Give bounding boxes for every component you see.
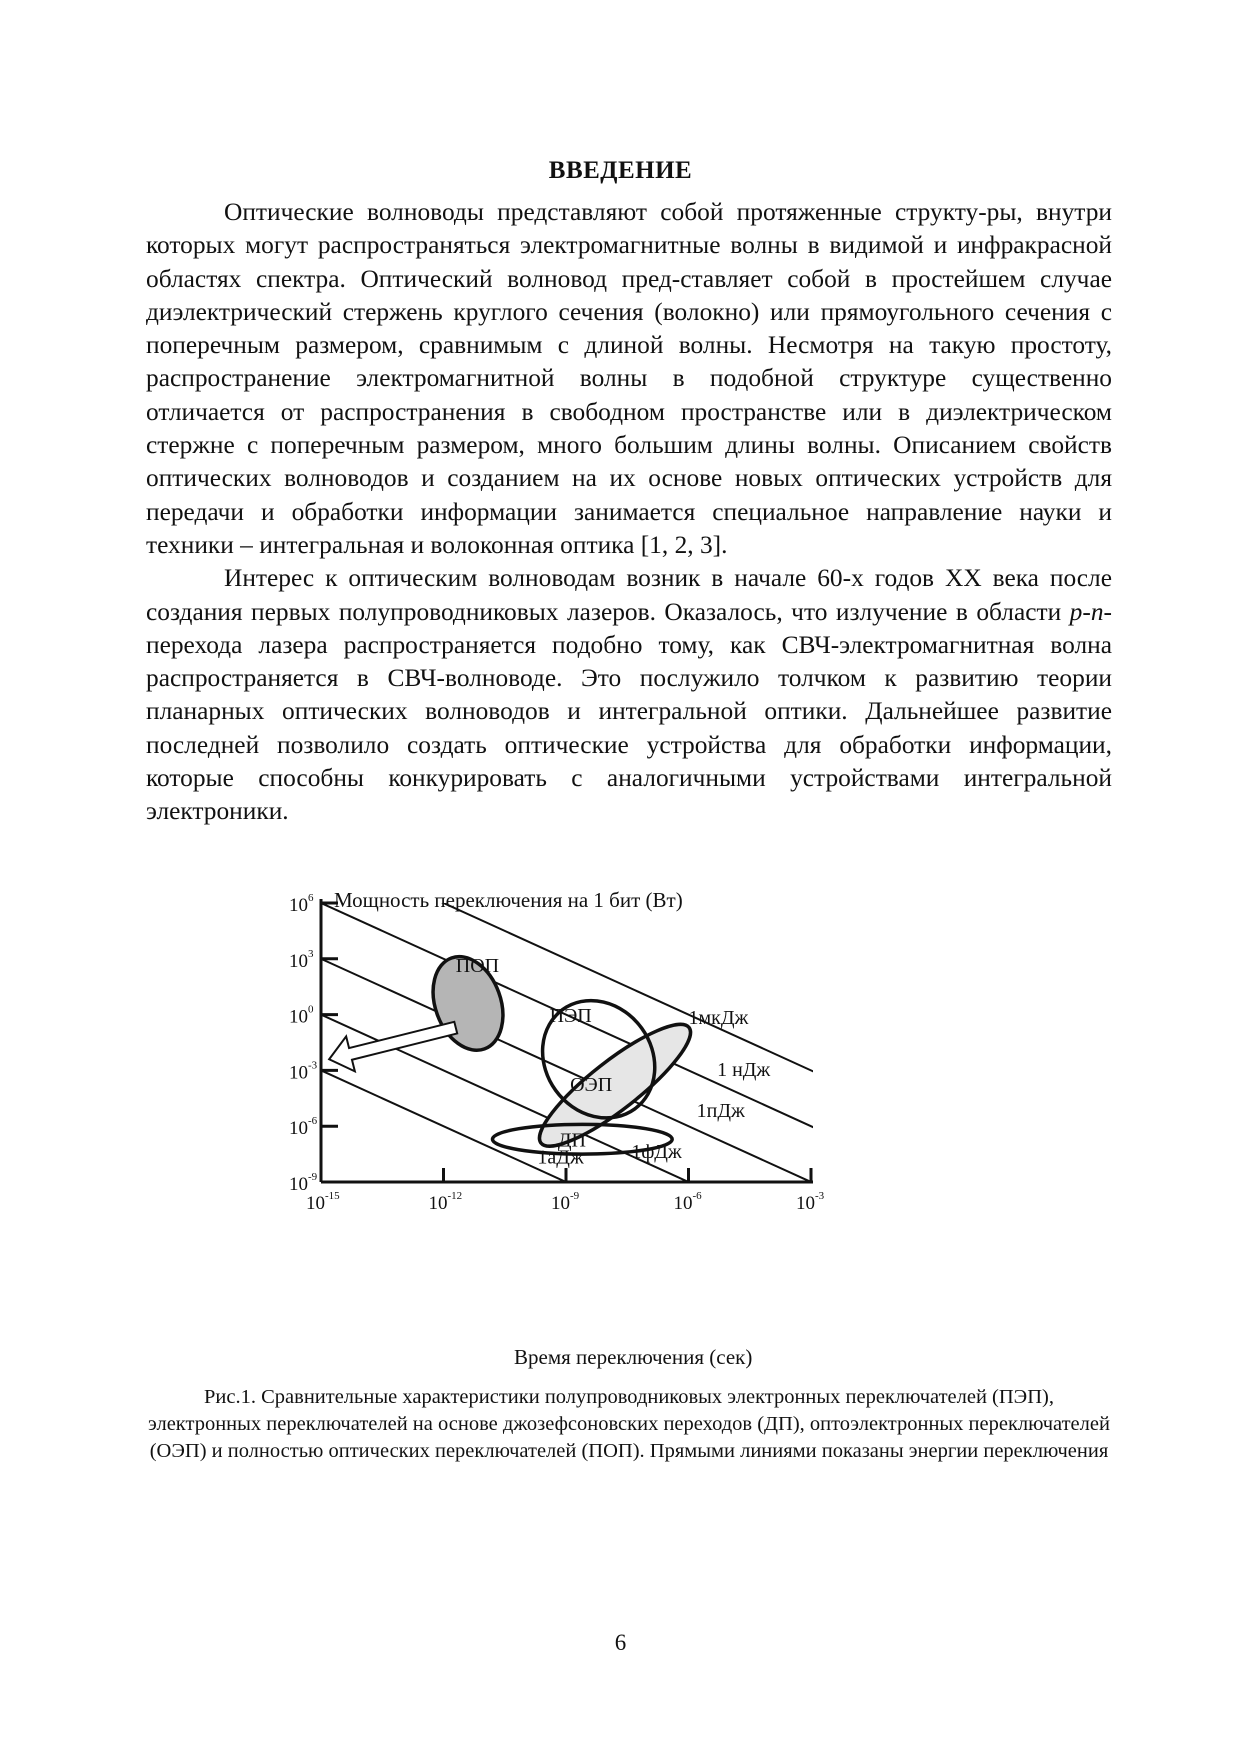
page-number: 6 bbox=[614, 1630, 627, 1655]
y-tick-label-4: $10^{-6}$ bbox=[289, 1115, 318, 1140]
figure-1 bbox=[289, 872, 950, 1384]
energy-line-label-3: 1 нДж bbox=[717, 1058, 771, 1081]
figure-caption: Рис.1. Сравнительные характеристики полупроводниковых электронных переключателей (ПЭП), электронных переключателей на основе джозефсоновских переходов (ДП), оптоэлектронных переключателей (ОЭП) и полностью оптических переключателей (ПОП). Прямыми линиями показаны энергии переключения bbox=[148, 1386, 1110, 1462]
paragraph-2-part-1: Интерес к оптическим волноводам возник в начале 60-х годов XX века после создания первых полупроводниковых лазеров. Оказалось, что излучение в области bbox=[146, 564, 1112, 626]
energy-line-label-0: 1аДж bbox=[537, 1146, 584, 1169]
paragraph-2-part-2: -перехода лазера распространяется подобно тому, как СВЧ-электромагнитная волна распространяется в СВЧ-волноводе. Это послужило толчком к развитию теории планарных оптических волноводов и интегральной оптики. Дальнейшее развитие последней позволило создать оптические устройства для обработки информации, которые способны конкурировать с аналогичными устройствами интегральной электроники. bbox=[146, 597, 1112, 826]
x-tick-label-2: $10^{-9}$ bbox=[551, 1190, 580, 1214]
x-tick-label-4: $10^{-3}$ bbox=[796, 1190, 825, 1214]
x-axis-label: Время переключения (сек) bbox=[514, 1345, 753, 1369]
paragraph-2 bbox=[146, 562, 1112, 828]
x-tick-label-0: $10^{-15}$ bbox=[306, 1190, 340, 1214]
energy-line-label-1: 1фДж bbox=[631, 1140, 682, 1163]
paragraph-1: Оптические волноводы представляют собой протяженные структу-ры, внутри которых могут распространяться электромагнитные волны в видимой и инфракрасной областях спектра. Оптический волновод пред-ставляет собой в простейшем случае диэлектрический стержень круглого сечения (волокно) или прямоугольного сечения с поперечным размером, сравнимым с длиной волны. Несмотря на такую простоту, распространение электромагнитной волны в подобной структуре существенно отличается от распространения в свободном пространстве или в диэлектрическом стержне с поперечным размером, много большим длины волны. Описанием свойств оптических волноводов и созданием на их основе новых оптических устройств для передачи и обработки информации занимается специальное направление науки и техники – интегральная и волоконная оптика [1, 2, 3]. bbox=[146, 198, 1112, 559]
switching-chart bbox=[289, 872, 950, 1384]
region-label-3: ДП bbox=[557, 1129, 586, 1152]
region-label-1: ПЭП bbox=[549, 1005, 592, 1028]
energy-line-label-4: 1мкДж bbox=[688, 1006, 749, 1029]
energy-line-label-2: 1пДж bbox=[696, 1099, 745, 1122]
section-heading: ВВЕДЕНИЕ bbox=[548, 157, 693, 184]
region-label-0: ПОП bbox=[455, 954, 500, 977]
y-axis-label: Мощность переключения на 1 бит (Вт) bbox=[334, 888, 683, 912]
body-text bbox=[146, 196, 1112, 829]
y-tick-label-3: $10^{-3}$ bbox=[289, 1059, 318, 1084]
x-tick-label-1: $10^{-12}$ bbox=[428, 1190, 463, 1214]
y-tick-label-1: $10^3$ bbox=[289, 947, 314, 972]
paragraph-2-italic-term: p-n bbox=[1069, 597, 1104, 626]
y-tick-label-2: $10^0$ bbox=[289, 1003, 314, 1028]
y-tick-label-0: $10^6$ bbox=[289, 892, 314, 916]
y-tick-label-5: $10^{-9}$ bbox=[289, 1171, 318, 1195]
x-tick-label-3: $10^{-6}$ bbox=[673, 1190, 702, 1214]
region-label-2: ОЭП bbox=[570, 1073, 613, 1096]
